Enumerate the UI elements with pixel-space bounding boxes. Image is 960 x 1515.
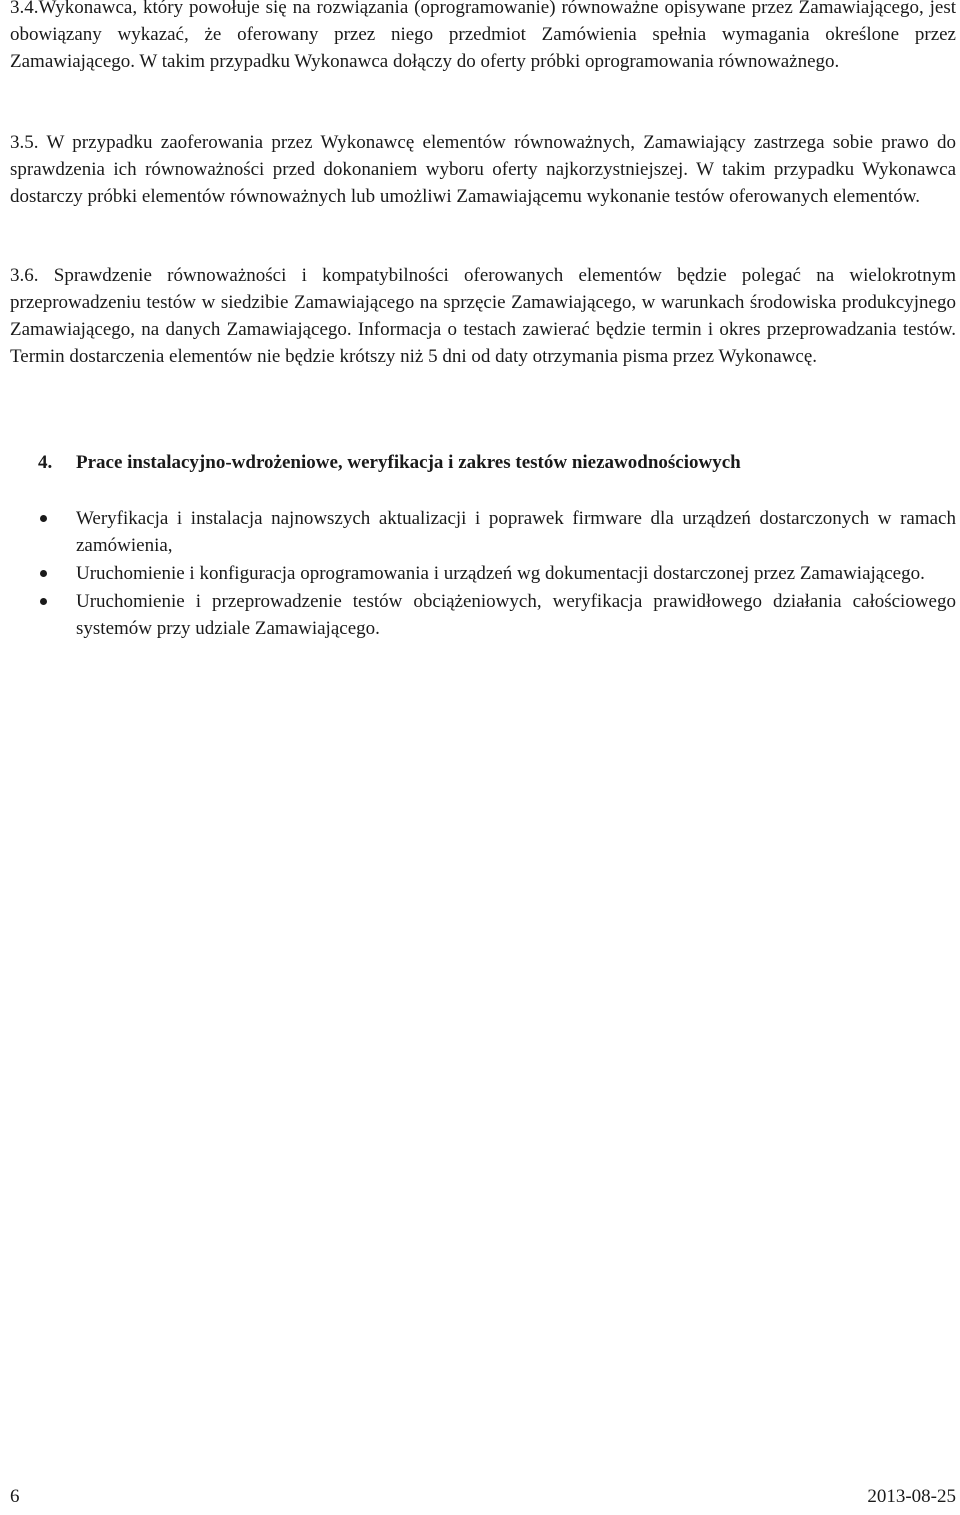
paragraph-3-6 <box>10 262 956 370</box>
paragraph-text: W przypadku zaoferowania przez Wykonawcę elementów równoważnych, Zamawiający zastrzega sobie prawo do sprawdzenia ich równoważności przed dokonaniem wyboru oferty najkorzystniejszej. W takim przypadku Wykonawca dostarczy próbki elementów równoważnych lub umożliwi Zamawiającemu wykonanie testów oferowanych elementów. <box>10 132 956 207</box>
paragraph-text: Sprawdzenie równoważności i kompatybilności oferowanych elementów będzie polegać na wielokrotnym przeprowadzeniu testów w siedzibie Zamawiającego na sprzęcie Zamawiającego, w warunkach środowiska produkcyjnego Zamawiającego, na danych Zamawiającego. Informacja o testach zawierać będzie termin i okres przeprowadzania testów. Termin dostarczenia elementów nie będzie krótszy niż 5 dni od daty otrzymania pisma przez Wykonawcę. <box>10 265 956 367</box>
list-item-text: Uruchomienie i przeprowadzenie testów obciążeniowych, weryfikacja prawidłowego działania całościowego systemów przy udziale Zamawiającego. <box>76 591 956 639</box>
section-title: Prace instalacyjno-wdrożeniowe, weryfikacja i zakres testów niezawodnościowych <box>76 452 741 473</box>
bullet-icon <box>38 505 76 532</box>
paragraph-number: 3.4. <box>10 0 39 18</box>
bullet-icon <box>38 588 76 615</box>
list-item <box>38 588 956 642</box>
paragraph-number: 3.6. <box>10 265 39 286</box>
bullet-list <box>38 505 956 644</box>
list-item-text: Weryfikacja i instalacja najnowszych aktualizacji i poprawek firmware dla urządzeń dostarczonych w ramach zamówienia, <box>76 508 956 556</box>
paragraph-3-4 <box>10 0 956 75</box>
section-heading <box>38 449 938 476</box>
list-item <box>38 560 956 587</box>
list-item <box>38 505 956 559</box>
list-item-text: Uruchomienie i konfiguracja oprogramowania i urządzeń wg dokumentacji dostarczonej przez Zamawiającego. <box>76 563 925 584</box>
paragraph-number: 3.5. <box>10 132 39 153</box>
bullet-icon <box>38 560 76 587</box>
section-number: 4. <box>38 452 53 473</box>
footer-date: 2013-08-25 <box>867 1486 956 1507</box>
paragraph-3-5 <box>10 129 956 210</box>
paragraph-text: Wykonawca, który powołuje się na rozwiązania (oprogramowanie) równoważne opisywane przez Zamawiającego, jest obowiązany wykazać, że oferowany przez niego przedmiot Zamówienia spełnia wymagania określone przez Zamawiającego. W takim przypadku Wykonawca dołączy do oferty próbki oprogramowania równoważnego. <box>10 0 956 72</box>
page-number: 6 <box>10 1486 20 1507</box>
